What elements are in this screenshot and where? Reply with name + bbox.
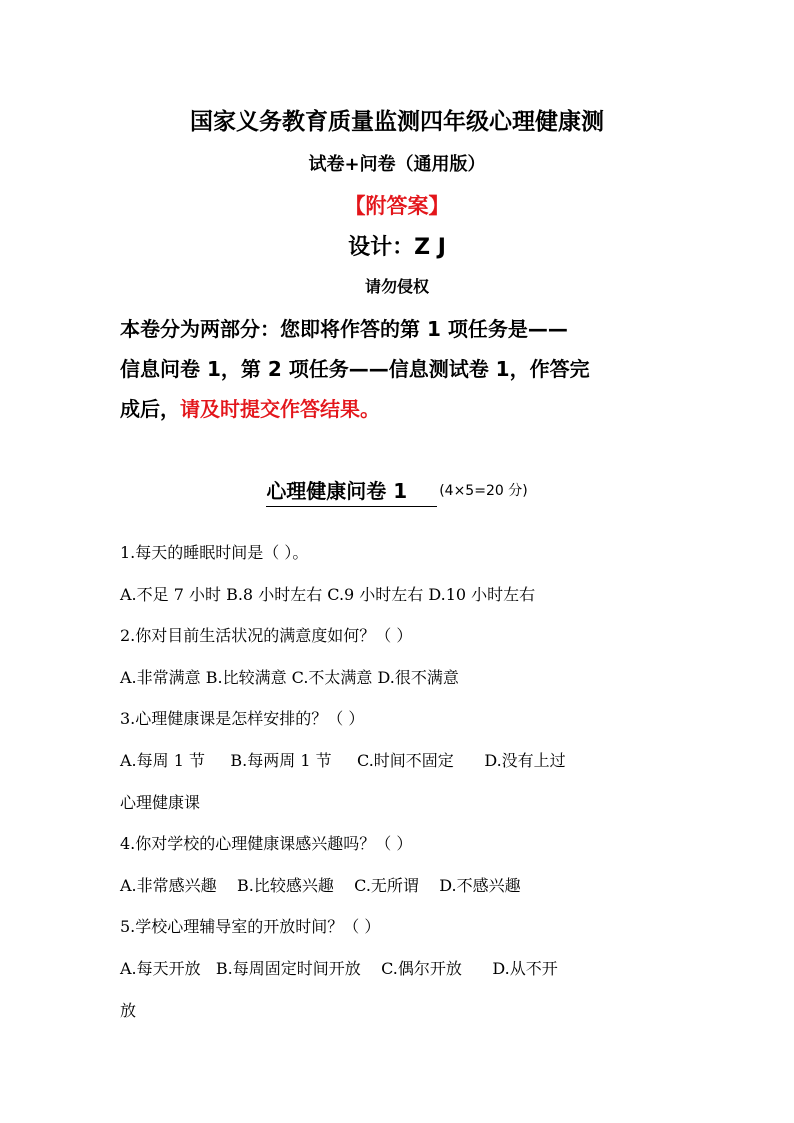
question-1: 1.每天的睡眠时间是（ ）。 [120, 543, 309, 562]
intro-line-3 [120, 389, 680, 429]
document-subtitle: 试卷+问卷（通用版） [308, 154, 486, 175]
copyright-notice: 请勿侵权 [364, 277, 429, 296]
question-3-options: A.每周 1 节 B.每两周 1 节 C.时间不固定 D.没有上过 [120, 751, 566, 770]
question-2: 2.你对目前生活状况的满意度如何？（ ） [120, 626, 413, 645]
intro-line-3-prefix: 成后， [120, 397, 180, 421]
intro-line-1: 本卷分为两部分：您即将作答的第 1 项任务是—— [120, 317, 568, 341]
section-header [0, 476, 794, 507]
section-title: 心理健康问卷 1 [266, 476, 437, 507]
document-title: 国家义务教育质量监测四年级心理健康测 [190, 109, 604, 135]
question-2-options: A.非常满意 B.比较满意 C.不太满意 D.很不满意 [120, 668, 459, 687]
intro-line-2: 信息问卷 1，第 2 项任务——信息测试卷 1，作答完 [120, 357, 590, 381]
designer-line: 设计：Z J [348, 235, 446, 260]
question-3: 3.心理健康课是怎样安排的？（ ） [120, 709, 365, 728]
question-5-options-cont: 放 [120, 1001, 137, 1020]
question-5-options: A.每天开放 B.每周固定时间开放 C.偶尔开放 D.从不开 [120, 959, 558, 978]
answer-tag: 【附答案】 [344, 194, 450, 218]
question-1-options: A.不足 7 小时 B.8 小时左右 C.9 小时左右 D.10 小时左右 [120, 585, 536, 604]
intro-highlight: 请及时提交作答结果。 [180, 397, 380, 421]
section-score: (4×5=20 分) [439, 483, 528, 499]
question-5: 5.学校心理辅导室的开放时间？（ ） [120, 917, 381, 936]
question-3-options-cont: 心理健康课 [120, 793, 201, 812]
question-4-options: A.非常感兴趣 B.比较感兴趣 C.无所谓 D.不感兴趣 [120, 876, 521, 895]
question-4: 4.你对学校的心理健康课感兴趣吗？（ ） [120, 834, 413, 853]
